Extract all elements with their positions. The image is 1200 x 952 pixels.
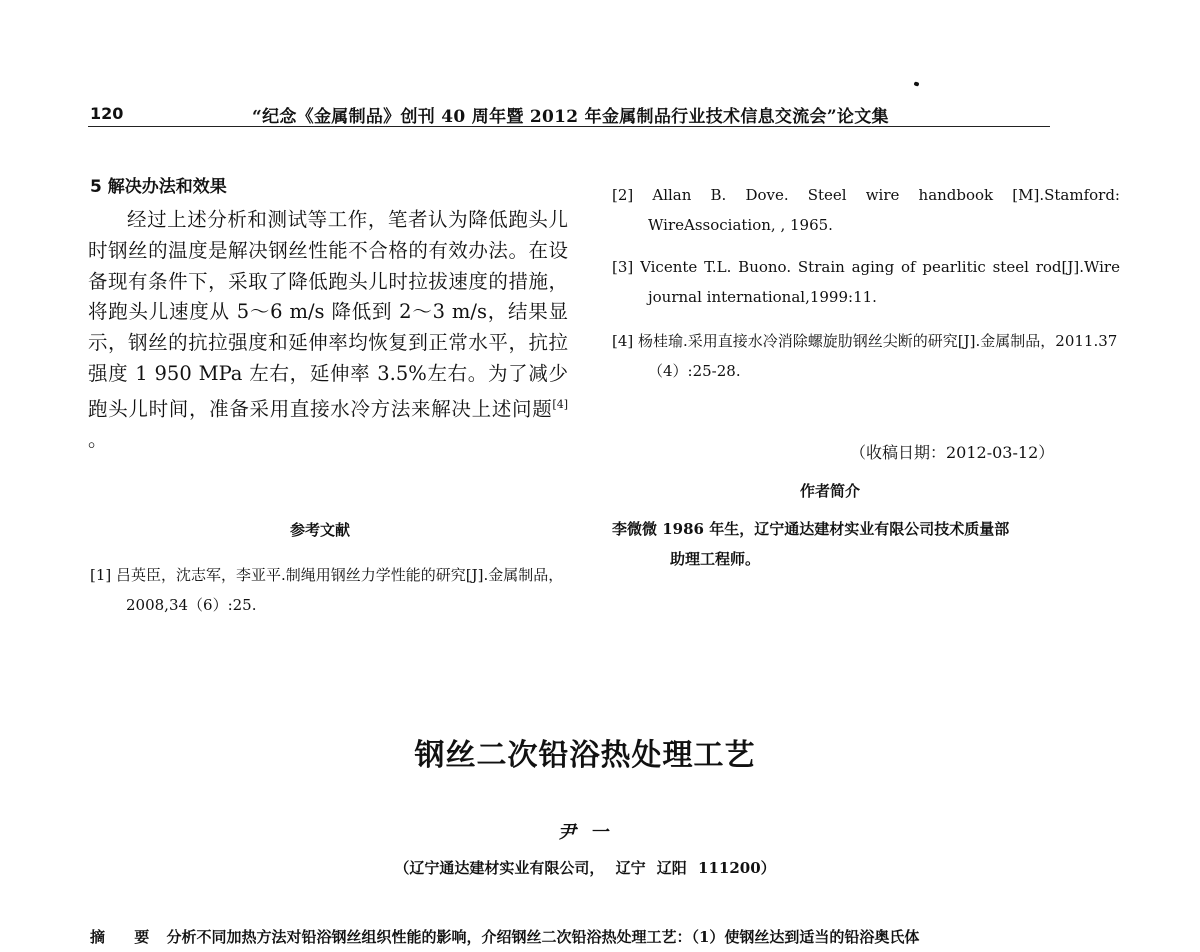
article-author: 尹 一 [557, 822, 613, 843]
section-heading: 5 解决办法和效果 [90, 177, 227, 197]
author-bio-text: 1986 年生，辽宁通达建材实业有限公司技术质量部 [657, 520, 1010, 538]
reference-number: [3] [612, 258, 634, 276]
reference-item [90, 560, 606, 620]
reference-number: [4] [612, 332, 634, 350]
author-bio-name: 李微微 [612, 520, 658, 538]
ink-mark [913, 81, 919, 86]
reference-item [612, 180, 1120, 240]
reference-text: Allan B. Dove. Steel wire handbook [M].Stamford: WireAssociation, , 1965. [648, 186, 1120, 234]
abstract [90, 926, 1090, 947]
references-heading: 参考文献 [290, 521, 351, 539]
article-title: 钢丝二次铅浴热处理工艺 [414, 738, 756, 773]
author-bio [612, 514, 1084, 574]
paragraph-end: 。 [88, 428, 108, 452]
citation-marker: [4] [552, 397, 568, 411]
author-bio-text-continued: 助理工程师。 [670, 550, 761, 568]
abstract-text: 分析不同加热方法对铅浴钢丝组织性能的影响，介绍钢丝二次铅浴热处理工艺：（1）使钢丝达到适当的铅浴奥氏体 [166, 928, 920, 946]
author-affiliation: （辽宁通达建材实业有限公司， 辽宁 辽阳 111200） [394, 859, 776, 877]
reference-text: 吕英臣，沈志军，李亚平.制绳用钢丝力学性能的研究[J].金属制品，2008,34（6）:25. [116, 566, 564, 614]
reference-item [612, 252, 1120, 312]
received-date: （收稿日期：2012-03-12） [850, 443, 1055, 462]
running-head: “纪念《金属制品》创刊 40 周年暨 2012 年金属制品行业技术信息交流会”论文集 [252, 107, 889, 127]
reference-number: [1] [90, 566, 112, 584]
reference-text: Vicente T.L. Buono. Strain aging of pearlitic steel rod[J].Wire journal international,1999:11. [640, 258, 1120, 306]
reference-text: 杨桂瑜.采用直接水冷消除螺旋肋钢丝尖断的研究[J].金属制品，2011.37（4）:25-28. [638, 332, 1118, 380]
body-paragraph [88, 205, 568, 456]
reference-number: [2] [612, 186, 634, 204]
paragraph-text: 经过上述分析和测试等工作，笔者认为降低跑头儿时钢丝的温度是解决钢丝性能不合格的有效办法。在设备现有条件下，采取了降低跑头儿时拉拔速度的措施，将跑头儿速度从 5～6 m/s 降低到 2～3 m/s，结果显示，钢丝的抗拉强度和延伸率均恢复到正常水平，抗拉强度 1 950 MPa 左右，延伸率 3.5%左右。为了减少跑头儿时间，准备采用直接水冷方法来解决上述问题 [88, 208, 568, 421]
author-bio-heading: 作者简介 [800, 482, 861, 500]
abstract-label: 摘 要 [90, 928, 162, 946]
header-rule [88, 126, 1050, 127]
reference-item [612, 326, 1120, 386]
page-number: 120 [90, 104, 124, 123]
